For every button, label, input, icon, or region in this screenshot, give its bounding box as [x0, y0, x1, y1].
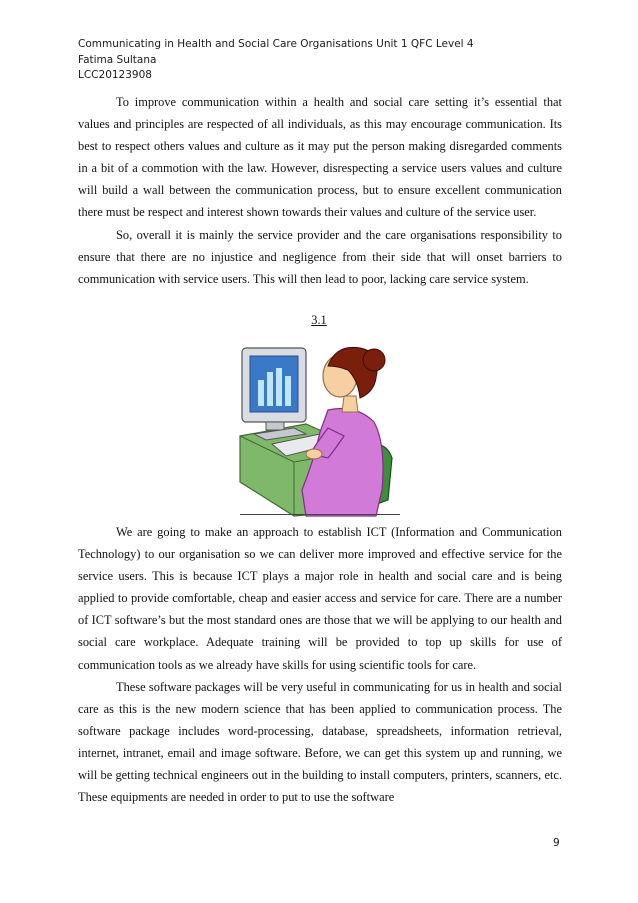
paragraph: So, overall it is mainly the service provider and the care organisations responsibility to ensure that there are no injustice and negligence from their side that will onset barriers to communication with service users. This will then lead to poor, lacking care service system.	[78, 227, 562, 286]
header-course-title: Communicating in Health and Social Care Organisations Unit 1 QFC Level 4	[78, 38, 474, 50]
section-values-and-culture	[78, 91, 562, 290]
figure-divider	[240, 514, 400, 515]
woman-at-computer-icon	[236, 340, 404, 518]
page-number: 9	[553, 837, 560, 849]
paragraph: To improve communication within a health and social care setting it’s essential that values and principles are respected of all individuals, as this may encourage communication. Its best to respect others values and culture as it may put the person making disregarded comments in a bit of a commotion with the law. However, disrespecting a service users values and culture will build a wall between the communication process, but to ensure excellent communication there must be respect and interest shown towards their values and culture of the service user.	[78, 95, 562, 220]
section-ict	[78, 521, 562, 808]
header-student-id: LCC20123908	[78, 69, 152, 81]
page-header	[78, 37, 474, 84]
paragraph: These software packages will be very useful in communicating for us in health and social care as this is the new modern science that has been applied to communication process. The software package includes word-processing, database, spreadsheets, information retrieval, internet, intranet, email and image software. Before, we can get this system up and running, we will be getting technical engineers out in the building to install computers, printers, scanners, etc. These equipments are needed in order to put to use the software	[78, 679, 562, 805]
paragraph: We are going to make an approach to establish ICT (Information and Communication Technology) to our organisation so we can deliver more improved and effective service for the service users. This is because ICT plays a major role in health and social care and is being applied to provide comfortable, cheap and easier access and service for care. There are a number of ICT software’s but the most standard ones are those that we will be applying to our health and social care workplace. Adequate training will be provided to top up skills for use of communication tools as we already have skills for using scientific tools for care.	[78, 525, 562, 672]
header-author-name: Fatima Sultana	[78, 53, 157, 66]
woman-at-computer-illustration	[236, 340, 404, 518]
section-number: 3.1	[311, 313, 327, 327]
